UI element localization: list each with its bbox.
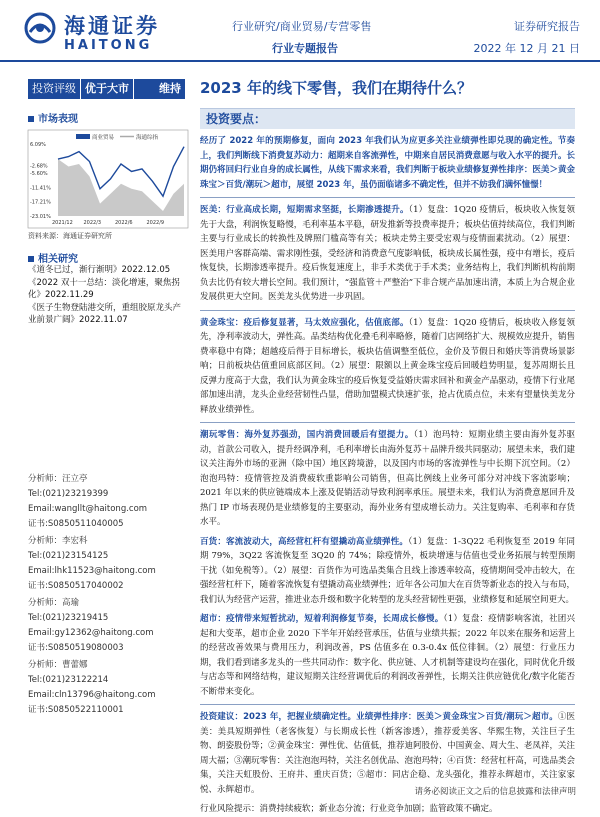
section-heading: 投资建议：2023 年，把握业绩确定性。业绩弹性排序：医美＞黄金珠宝＞百货/潮玩＞超市。 (200, 712, 558, 722)
divider (200, 704, 575, 705)
y-tick-label: 6.09% (30, 142, 46, 148)
report-type: 行业专题报告 (272, 42, 338, 55)
section-heading: 潮玩零售：海外复苏强劲，国内消费回暖后有望提力。 (200, 430, 414, 440)
logo-english-name: HAITONG (64, 38, 153, 53)
report-header (0, 0, 600, 60)
analyst-card (28, 534, 188, 594)
report-date: 2022 年 12 月 21 日 (473, 42, 580, 55)
analyst-tel: Tel:(021)23219415 (28, 613, 109, 623)
section-text: （1）复盘：1-3Q22 毛利恢复至 2019 年同期 79%，3Q22 客流恢复至 3Q20 的 74%；除疫情外，板块增速与估值也受业务拓展与转型预期干扰（如免税等）。（2）展望：百货作为可选品类集合且线上渗透率较高，疫情期间受冲击较大，在强经营杠杆下，随着客流恢复有望撬动高业绩弹性；近年各公司加大在百货等新业态的投入与布局，我们认为经营产运营，推进业态升级和数字化转型的龙头经营韧性更强，业绩修复和延展空间更大。 (200, 536, 575, 605)
section-investment-advice (200, 710, 575, 797)
section-text: （1）泡玛特：短期业绩主要由海外复苏驱动，首款公司收入，提升经调净利，毛利率增长由海外复苏＋品牌升级共同驱动；展望未来，我们建议关注海外市场的亚洲（除中国）地区跨境游，以及国内市场的客流弹性与中长期下沉空间。（2）泡泡玛特：疫情管控及消费疲软重影响公司销售，但高比例线上业务可部分对冲线下客流影响；2021 年以来的供应链端成本上涨及促销活动导致利润率承压。展望未来，我们认为消费意愿回升及热门 IP 市场表现仍是业绩修复的主要驱动，海外业务有望成增长动力。关注复购率、毛利率和存货水平。 (200, 430, 575, 527)
divider (200, 310, 575, 311)
analyst-name: 分析师：汪立亭 (28, 474, 88, 484)
header-divider (0, 60, 600, 62)
market-performance-chart (28, 130, 188, 228)
heading-text: 投资要点： (206, 112, 267, 126)
analyst-name: 分析师：曹蕾娜 (28, 660, 88, 670)
divider (200, 197, 575, 198)
rating-action: 维持 (159, 82, 181, 95)
related-research-label: 相关研究 (28, 250, 78, 265)
related-item[interactable]: 《2022 双十一总结：淡化增速，聚焦拐化》2022.11.29 (28, 278, 180, 300)
section-text: （1）复盘：1Q20 疫情后，板块收入修复领先，净利率波动大，弹性高。品类结构优化叠毛利率略修，随着门店网络扩大、规模效应提升，销售费率稳中有降；超越疫后得于目标增长，板块估值调整至低位，金价及节假日和婚庆等消费场景影响；日前板块估值重回底部区间。（2）展望：限额以上黄金珠宝疫后回暖趋势明显，复苏周期长且反弹力度高于大盘，我们认为黄金珠宝的疫后恢复受益婚庆需求回补和黄金产品驱动，疫情下行业尾部加速出清，龙头企业经营韧性凸显，借助加盟模式快速扩张，抢占优质点位，未来有望量快美龙分释放业绩弹性。 (200, 317, 575, 415)
x-tick-label: 2022/9 (146, 220, 165, 226)
investment-highlights-heading (200, 108, 575, 129)
y-tick-label: -23.01% (30, 214, 51, 220)
x-tick-label: 2022/6 (115, 220, 133, 226)
analyst-email[interactable]: Email:gy12362@haitong.com (28, 628, 154, 638)
y-tick-label: -17.21% (30, 199, 51, 206)
y-tick-label: -2.68% (30, 163, 48, 170)
legend-index: 海通综指 (136, 135, 159, 141)
disclaimer-footer: 请务必阅读正文之后的信息披露和法律声明 (414, 787, 576, 797)
legend-commerce: 商业贸易 (92, 135, 115, 141)
analyst-tel: Tel:(021)23122214 (28, 675, 109, 685)
section-jewelry (200, 316, 575, 418)
chart-source: 资料来源：海通证券研究所 (28, 232, 112, 240)
section-department-stores (200, 535, 575, 608)
section-heading: 超市：疫情带来短暂扰动，短着利润修复节奏，长周成长修慢。 (200, 614, 444, 624)
section-toys (200, 428, 575, 530)
analyst-contacts (28, 472, 188, 720)
investment-rating (28, 79, 185, 99)
risk-warning: 行业风险提示：消费持续疲软；新业态分流；行业竞争加剧；监管政策不确定。 (200, 804, 498, 814)
section-text: （1）复盘：疫情影响客流，社团兴起和大变革，超市企业 2020 下半年开始经营承压，估值与业绩共振；2022 年以来在服务和运营上的经营改善效果与费用压力，利润改善，PS 估值多在 0.3-0.4x 低位徘徊。（2）展望：行业压力期，我们看到诸多龙头的一些共同动作：数字化、供应链、人才机制等建设均在强化，同时优化升级与店态等和网络结构，建议短期关注经营调优后的利润改善弹性，长期关注供应链优化/数字化能否不断带来变化。 (200, 614, 575, 697)
related-item[interactable]: 《医子生物登陆港交所，重组胶原龙头产业前景广阔》2022.11.07 (28, 303, 182, 325)
market-performance-label: 市场表现 (28, 110, 78, 125)
report-title: 2023 年的线下零售，我们在期待什么？ (200, 79, 472, 97)
research-label: 证券研究报告 (514, 20, 580, 33)
section-text: （1）复盘：1Q20 疫情后，板块收入恢复领先于大盘，利润恢复略慢，毛利率基本平稳，研发推新等投费率提升；板块估值持续高位，我们判断主要与行业成长的转换性及牌照门槛高等有关；板块走势主要受宏观与疫情面素扰动。（2）展望：医美用户客群高端、需求刚性强，受经济和消费意气度影响低，板块成长属性强，疫中有增长，疫后恢复快，长期渗透率提升。疫后恢复速度上，非手术类优于手术类；业务结构上，我们判断机构前期负去比仍有较大增长空间。我们预计，“强监管＋严整治”下非合规产品加速出清，本质上为合规企业发展供更大空间。医美龙头优势进一步巩固。 (200, 205, 575, 302)
analyst-card (28, 472, 188, 532)
related-research-list (28, 264, 188, 327)
analyst-card (28, 596, 188, 656)
analyst-email[interactable]: Email:lhk11523@haitong.com (28, 566, 156, 576)
rating-label: 投资评级 (32, 82, 76, 95)
x-tick-label: 2022/3 (83, 220, 102, 226)
analyst-name: 分析师：李宏科 (28, 536, 88, 546)
section-supermarkets (200, 612, 575, 699)
section-medical-beauty (200, 203, 575, 305)
divider (200, 422, 575, 423)
legend-swatch-commerce (76, 134, 90, 139)
analyst-cert: 证书:S0850511040005 (28, 519, 124, 529)
y-tick-label: -11.41% (30, 185, 51, 192)
analyst-name: 分析师：高瑜 (28, 598, 80, 608)
x-tick-label: 2021/12 (52, 220, 73, 226)
analyst-cert: 证书:S0850517040002 (28, 581, 124, 591)
analyst-cert: 证书:S0850519080003 (28, 643, 124, 653)
haitong-logo (24, 8, 174, 56)
analyst-email[interactable]: Email:wangllt@haitong.com (28, 504, 148, 514)
section-heading: 医美：行业高成长期，短期需求坚挺，长期渗透提升。 (200, 205, 409, 215)
rating-value: 优于大市 (80, 79, 134, 99)
analyst-tel: Tel:(021)23154125 (28, 551, 109, 561)
summary-paragraph: 经历了 2022 年的预期修复，面向 2023 年我们认为应更多关注业绩弹性即兑现的确定性。节奏上，我们判断线下消费复苏动力：超期来自客流弹性，中期来自居民消费意愿与收入水平的提升。长期仍将回归行业自身的成长属性，从线下需求来看，我们判断于板块业绩修复弹性排序：医美＞黄金珠宝＞百货/潮玩＞超市，展望 2023 年，虽仍面临诸多不确定性，但并不妨我们满怀憧憬！ (200, 136, 575, 190)
section-heading: 黄金珠宝：疫后修复显著，马太效应强化，估值底部。 (200, 317, 409, 328)
related-item[interactable]: 《道冬已过，渐行渐明》2022.12.05 (28, 265, 171, 275)
analyst-card (28, 658, 188, 718)
logo-chinese-name: 海通证券 (64, 13, 160, 38)
section-text: ①医美：美具短期弹性（老客恢复）与长期成长性（新客渗透），推荐爱美客、华熙生物，关注巨子生物、朗姿股份等；②黄金珠宝：弹性优、估值低，推荐迪阿股份、中国黄金、周大生、老凤祥，关注周大福；③潮玩零售：关注泡泡玛特，关注名创优品、泡泡玛特；④百货：经营杠杆高，可选品类会集，关注天虹股份、王府井、重庆百货；⑤超市：同店企稳、龙头强化，推荐永辉超市，关注家家悦、永辉超市。 (200, 712, 575, 795)
analyst-email[interactable]: Email:cln13796@haitong.com (28, 690, 156, 700)
analyst-tel: Tel:(021)23219399 (28, 489, 109, 499)
y-tick-label: -5.60% (30, 170, 48, 177)
section-heading: 百货：客流波动大，高经营杠杆有望撬动高业绩弹性。 (200, 536, 409, 547)
report-category: 行业研究/商业贸易/专营零售 (232, 20, 372, 33)
analyst-cert: 证书:S0850522110001 (28, 705, 124, 715)
haitong-logo-icon (24, 12, 56, 44)
